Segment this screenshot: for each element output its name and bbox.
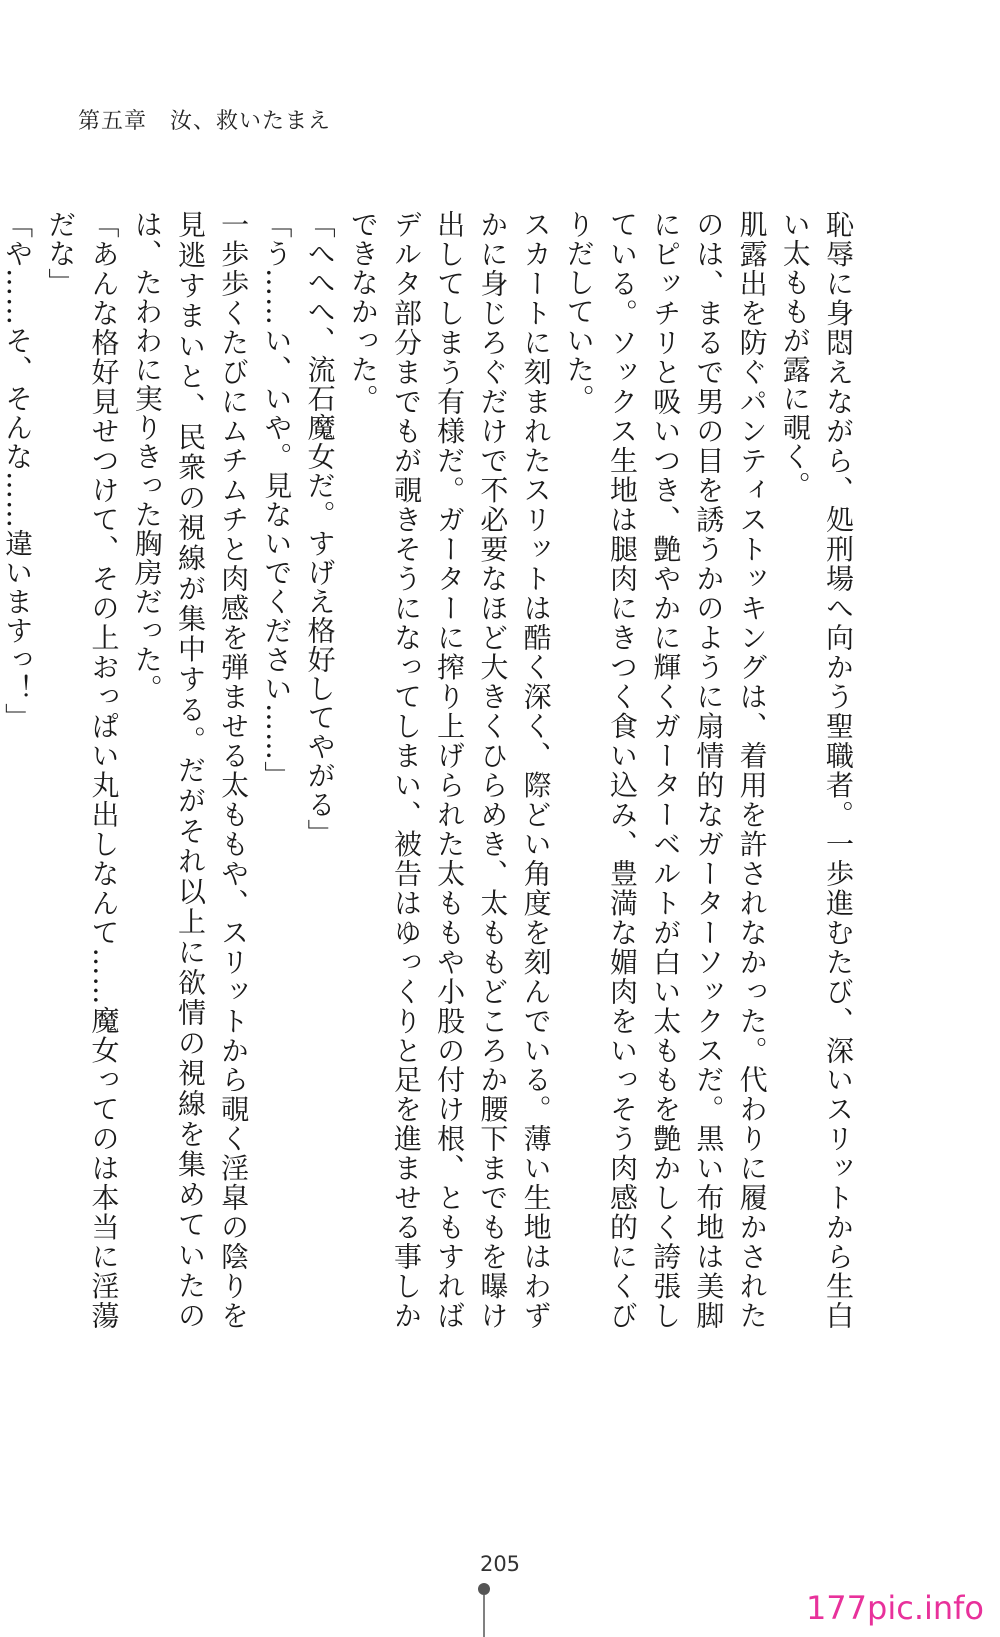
chapter-title: 第五章 汝、救いたまえ (78, 109, 332, 134)
paragraph: スカートに刻まれたスリットは酷く深く、際どい角度を刻んでいる。薄い生地はわずかに身じろぐだけで不必要なほど大きくひらめき、太ももどころか腰下までもを曝け出してしまう有様だ。ガーターに搾り上げられた太ももや小股の付け根、ともすればデルタ部分までもが覗きそうになってしまい、被告はゆっくりと足を進ませる事しかできなかった。 (346, 210, 553, 1330)
body-text (1, 210, 860, 1330)
dialogue-line: 「へへへ、流石魔女だ。すげえ格好してやがる」 (303, 210, 337, 848)
paragraph: 肌露出を防ぐパンティストッキングは、着用を許されなかった。代わりに履かされたのは、まるで男の目を誘うかのように扇情的なガーターソックスだ。黒い布地は美脚にピッチリと吸いつき、艶やかに輝くガーターベルトが白い太ももを艶かしく誇張している。ソックス生地は腿肉にきつく食い込み、豊満な媚肉をいっそう肉感的にくびりだしていた。 (562, 210, 769, 1330)
page-ornament-icon (477, 1582, 491, 1637)
watermark-label: 177pic.info (796, 1585, 994, 1631)
paragraph: 恥辱に身悶えながら、処刑場へ向かう聖職者。一歩進むたび、深いスリットから生白い太ももが露に覗く。 (778, 210, 855, 1330)
page-number: 205 (479, 1552, 521, 1576)
dialogue-line: 「あんな格好見せつけて、その上おっぱい丸出しなんて……魔女ってのは本当に淫蕩だな」 (44, 210, 121, 1330)
dialogue-line: 「う……い、いや。見ないでください……」 (260, 210, 294, 790)
paragraph: 一歩歩くたびにムチムチと肉感を弾ませる太ももや、スリットから覗く淫皐の陰りを見逃すまいと、民衆の視線が集中する。だがそれ以上に欲情の視線を集めていたのは、たわわに実りきった胸房だった。 (130, 210, 251, 1330)
dialogue-line: 「や……そ、そんな……違いますっ！」 (1, 210, 35, 732)
